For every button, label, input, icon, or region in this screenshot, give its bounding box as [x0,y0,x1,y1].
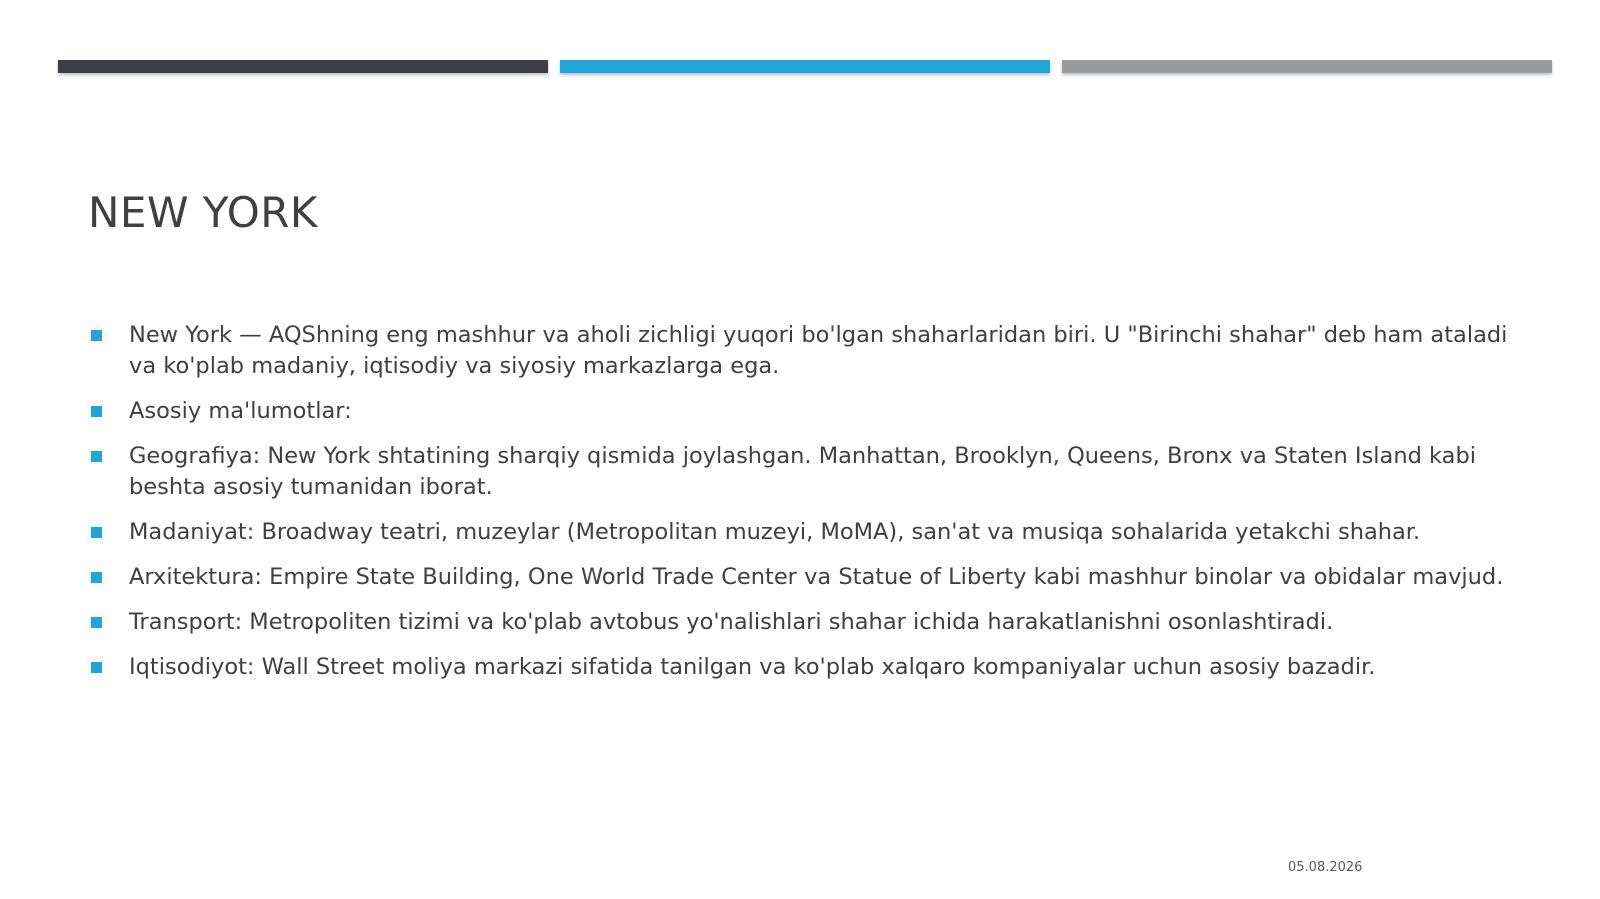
bullet-text: Madaniyat: Broadway teatri, muzeylar (Metropolitan muzeyi, MoMA), san'at va musiqa sohalarida yetakchi shahar. [129,519,1421,545]
bullet-item[interactable] [88,517,1528,548]
bullet-item[interactable] [88,652,1528,683]
square-bullet-icon [91,572,102,583]
bullet-text: Transport: Metropoliten tizimi va ko'plab avtobus yo'nalishlari shahar ichida harakatlanishni osonlashtiradi. [129,609,1334,635]
bullet-item[interactable] [88,396,1528,427]
bullet-item[interactable] [88,607,1528,638]
slide-title[interactable]: NEW YORK [88,188,318,237]
accent-bar-gray [1062,60,1552,73]
bullet-text: Geografiya: New York shtatining sharqiy qismida joylashgan. Manhattan, Brooklyn, Queens, Bronx va Staten Island kabi beshta asosiy tumanidan iborat. [129,443,1476,500]
square-bullet-icon [91,662,102,673]
square-bullet-icon [91,527,102,538]
bullet-item[interactable] [88,562,1528,593]
bullet-item[interactable] [88,441,1528,503]
accent-bar-dark [58,60,548,73]
bullet-text: Arxitektura: Empire State Building, One World Trade Center va Statue of Liberty kabi mashhur binolar va obidalar mavjud. [129,564,1504,590]
square-bullet-icon [91,451,102,462]
bullet-item[interactable] [88,320,1528,382]
footer-date: 05.08.2026 [1288,860,1363,875]
square-bullet-icon [91,617,102,628]
accent-bar-blue [560,60,1050,73]
bullet-list [88,320,1528,697]
square-bullet-icon [91,330,102,341]
bullet-text: Asosiy ma'lumotlar: [129,398,352,424]
square-bullet-icon [91,406,102,417]
bullet-text: New York — AQShning eng mashhur va aholi zichligi yuqori bo'lgan shaharlaridan biri. U "Birinchi shahar" deb ham ataladi va ko'plab madaniy, iqtisodiy va siyosiy markazlarga ega. [129,322,1508,379]
bullet-text: Iqtisodiyot: Wall Street moliya markazi sifatida tanilgan va ko'plab xalqaro kompaniyalar uchun asosiy bazadir. [129,654,1376,680]
